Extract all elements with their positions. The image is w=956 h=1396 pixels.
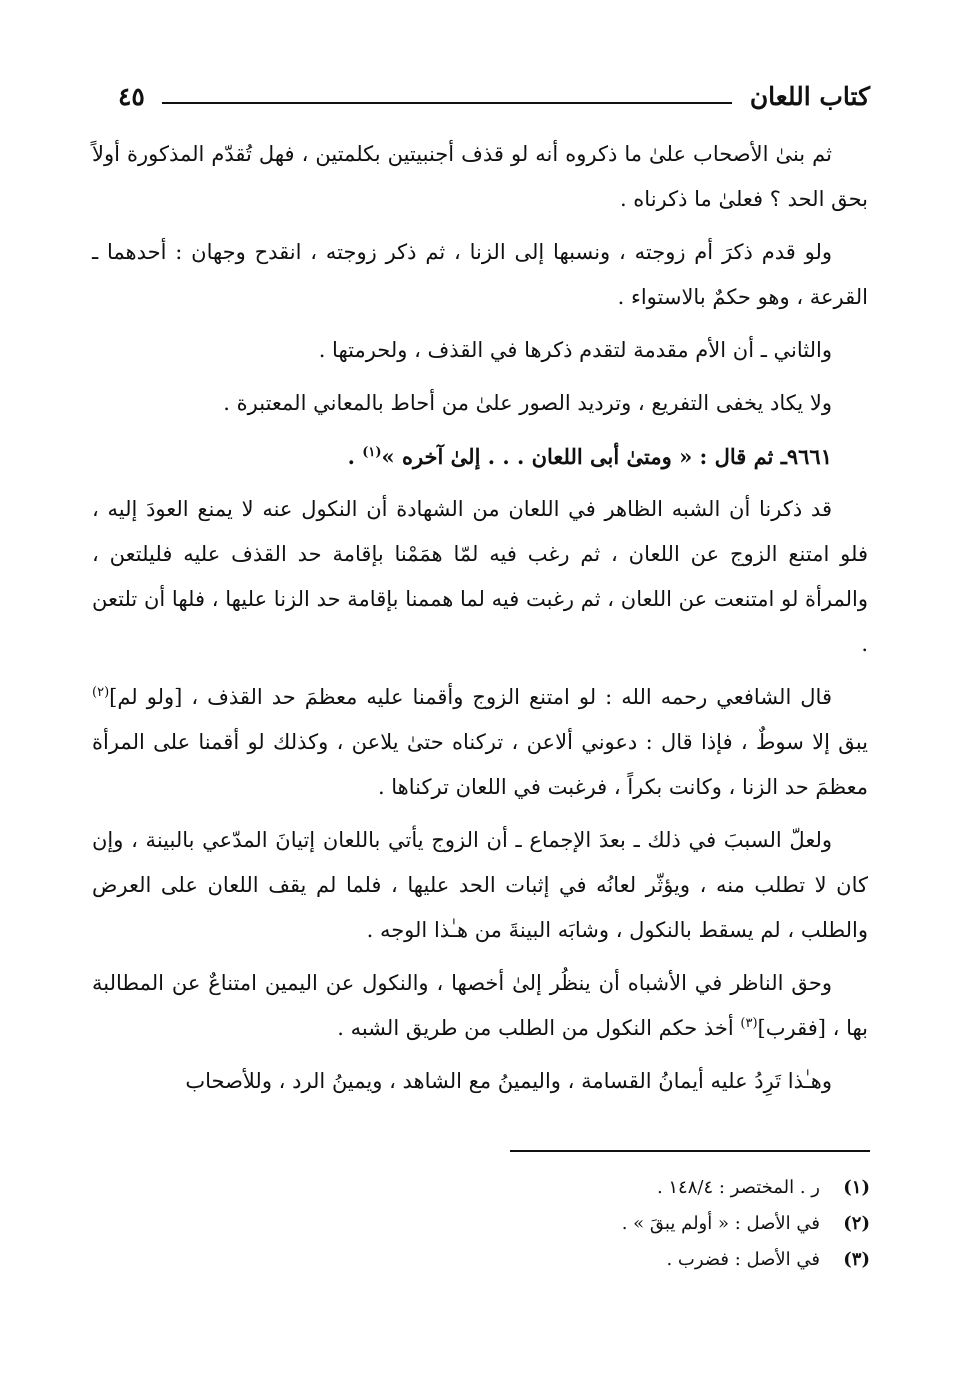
paragraph: ولعلّ السببَ في ذلك ـ بعدَ الإجماع ـ أن الزوج يأتي باللعان إتيانَ المدّعي بالبينة ، وإن كان لا تطلب منه ، ويؤثّر لعانُه في إثبات الحد عليها ، فلما لم يقف اللعان على العرض والطلب ، لم يسقط بالنكول ، وشابَه البينةَ من هـٰذا الوجه .	[92, 828, 868, 942]
chapter-title: كتاب اللعان	[749, 82, 870, 111]
footnote	[270, 1242, 870, 1278]
paragraph	[92, 961, 868, 1051]
footnote-number: (١)	[843, 1177, 870, 1198]
paragraph: ثم بنىٰ الأصحاب علىٰ ما ذكروه أنه لو قذف أجنبيتين بكلمتين ، فهل تُقدّم المذكورة أولاً بحق الحد ؟ فعلىٰ ما ذكرناه .	[92, 142, 868, 211]
paragraph: ولا يكاد يخفى التفريع ، وترديد الصور علىٰ من أحاط بالمعاني المعتبرة .	[223, 391, 832, 415]
paragraph-text: قال الشافعي رحمه الله : لو امتنع الزوج وأقمنا عليه معظمَ حد القذف ، [ولو لم]	[109, 685, 832, 709]
footnote-text: ر . المختصر : ١٤٨/٤ .	[656, 1177, 820, 1198]
paragraph	[92, 675, 868, 810]
paragraph-text: يبق إلا سوطٌ ، فإذا قال : دعوني ألاعن ، تركناه حتىٰ يلاعن ، وكذلك لو أقمنا على المرأة معظمَ حد الزنا ، وكانت بكراً ، فرغبت في اللعان تركناها .	[92, 730, 868, 799]
footnote-ref: (٣)	[740, 1016, 758, 1031]
footnotes	[270, 1170, 870, 1278]
footnote	[270, 1170, 870, 1206]
section-heading-text: ٩٦٦١ـ ثم قال : « ومتىٰ أبى اللعان . . . إلىٰ آخره »	[381, 444, 832, 469]
paragraph: وهـٰذا تَرِدُ عليه أيمانُ القسامة ، واليمينُ مع الشاهد ، ويمينُ الرد ، وللأصحاب	[185, 1069, 832, 1093]
page-body	[92, 132, 868, 1112]
page-header	[118, 78, 870, 118]
header-rule	[162, 102, 732, 104]
page-number: ٤٥	[118, 82, 145, 111]
footnote-rule	[510, 1150, 870, 1152]
footnote-ref: (٢)	[92, 685, 110, 700]
paragraph: ولو قدم ذكرَ أم زوجته ، ونسبها إلى الزنا ، ثم ذكر زوجته ، انقدح وجهان : أحدهما ـ القرعة ، وهو حكمٌ بالاستواء .	[92, 240, 868, 309]
footnote	[270, 1206, 870, 1242]
paragraph: قد ذكرنا أن الشبه الظاهر في اللعان من الشهادة أن النكول عنه لا يمنع العودَ إليه ، فلو امتنع الزوج عن اللعان ، ثم رغب فيه لمّا همَمْنا بإقامة حد القذف عليه فليلتعن ، والمرأة لو امتنعت عن اللعان ، ثم رغبت فيه لما هممنا بإقامة حد الزنا عليها ، فلها أن تلتعن .	[92, 497, 868, 656]
footnote-number: (٢)	[843, 1213, 870, 1234]
footnote-number: (٣)	[843, 1249, 870, 1270]
footnote-text: في الأصل : « أولم يبقَ » .	[621, 1213, 820, 1234]
paragraph: والثاني ـ أن الأم مقدمة لتقدم ذكرها في القذف ، ولحرمتها .	[318, 338, 832, 362]
section-heading: ٩٦٦١ـ ثم قال : « ومتىٰ أبى اللعان . . . إلىٰ آخره »$^{(١)}$ .	[347, 444, 832, 469]
paragraph-text: أخذ حكم النكول من الطلب من طريق الشبه .	[337, 1016, 734, 1040]
footnote-ref: (١)	[362, 445, 382, 460]
footnote-text: في الأصل : فضرب .	[666, 1249, 820, 1270]
paragraph-text: وحق الناظر في الأشباه أن ينظُر إلىٰ أخصها ، والنكول عن اليمين امتناعٌ عن المطالبة بها ، [فقرب]	[92, 971, 868, 1040]
